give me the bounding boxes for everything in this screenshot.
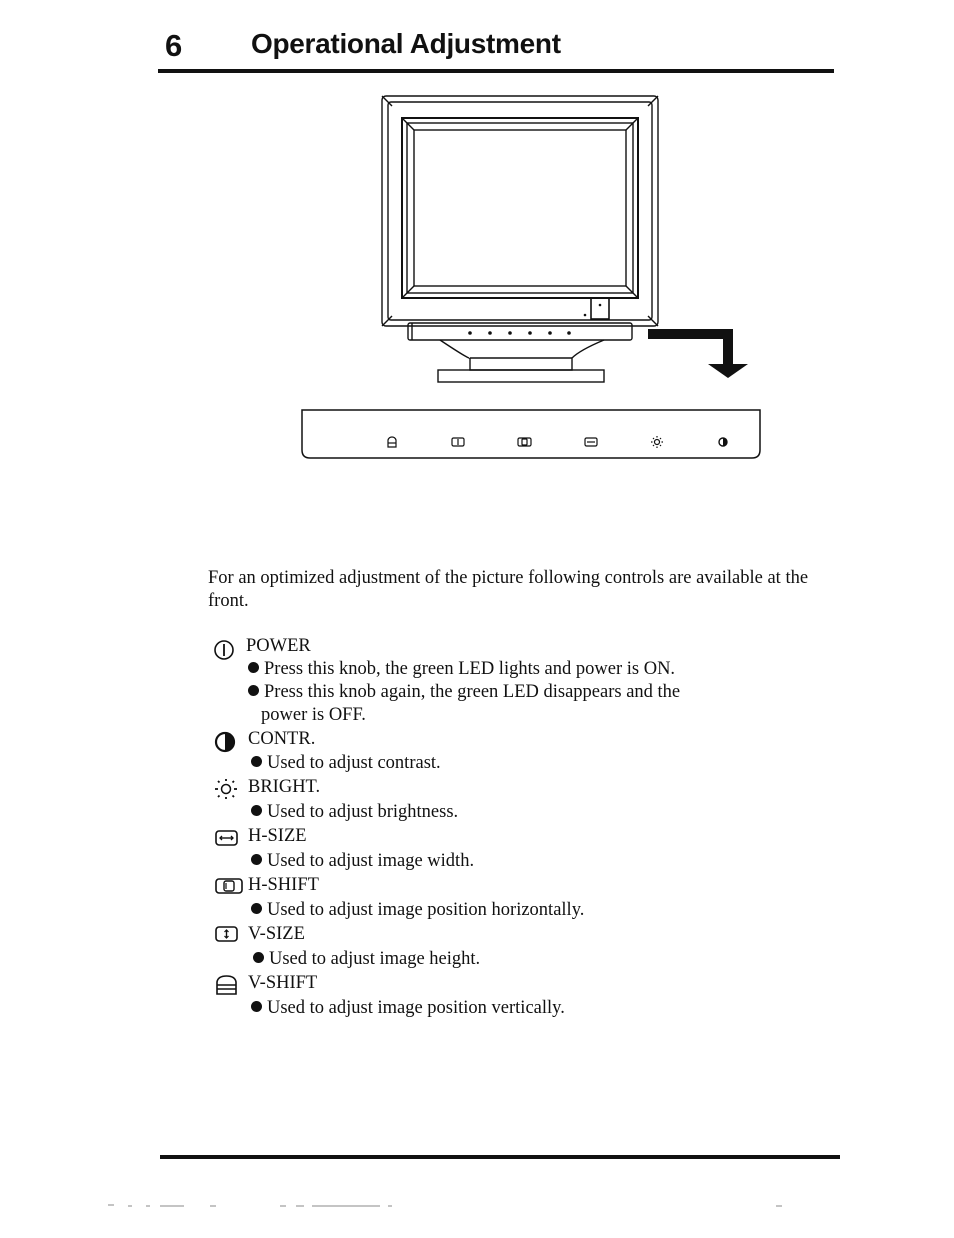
- list-item: Press this knob, the green LED lights and power is ON.: [248, 658, 675, 681]
- v-shift-icon: [214, 972, 240, 998]
- list-item: Used to adjust image width.: [251, 850, 474, 873]
- contrast-icon: [719, 438, 727, 446]
- control-name-power: POWER: [246, 636, 311, 656]
- bullet-icon: [251, 903, 262, 914]
- control-name-h-shift: H-SHIFT: [248, 875, 319, 895]
- page-number: 6: [165, 28, 183, 63]
- list-item: Used to adjust image position vertically.: [251, 997, 565, 1020]
- bullet-icon: [248, 685, 259, 696]
- control-name-brightness: BRIGHT.: [248, 777, 321, 797]
- control-name-h-size: H-SIZE: [248, 826, 307, 846]
- h-size-icon: [214, 828, 240, 848]
- list-item: Used to adjust image position horizontally.: [251, 899, 584, 922]
- bullet-icon: [251, 854, 262, 865]
- control-name-v-size: V-SIZE: [248, 924, 305, 944]
- h-shift-icon: [518, 438, 531, 446]
- footer-rule: [160, 1155, 840, 1159]
- v-shift-icon: [388, 437, 396, 447]
- bullet-icon: [253, 952, 264, 963]
- power-icon: [213, 639, 235, 661]
- scan-artifact: [100, 1200, 800, 1210]
- bullet-icon: [251, 1001, 262, 1012]
- contrast-icon: [213, 730, 237, 754]
- list-item-continuation: power is OFF.: [261, 705, 366, 725]
- v-size-icon: [214, 924, 240, 944]
- h-size-icon: [585, 438, 597, 446]
- intro-paragraph: For an optimized adjustment of the picture following controls are available at the front.: [208, 568, 809, 611]
- bullet-icon: [251, 756, 262, 767]
- list-item: Used to adjust contrast.: [251, 752, 441, 775]
- v-size-icon: [452, 438, 464, 446]
- control-name-v-shift: V-SHIFT: [248, 973, 318, 993]
- h-shift-icon: [214, 876, 246, 896]
- brightness-icon: [651, 436, 663, 448]
- page-title: Operational Adjustment: [251, 28, 561, 59]
- control-name-contrast: CONTR.: [248, 729, 316, 749]
- monitor-illustration: [0, 0, 954, 480]
- brightness-icon: [212, 777, 240, 801]
- list-item: Used to adjust image height.: [253, 948, 480, 971]
- bullet-icon: [251, 805, 262, 816]
- bullet-icon: [248, 662, 259, 673]
- list-item: Used to adjust brightness.: [251, 801, 458, 824]
- list-item: Press this knob again, the green LED disappears and the: [248, 681, 680, 704]
